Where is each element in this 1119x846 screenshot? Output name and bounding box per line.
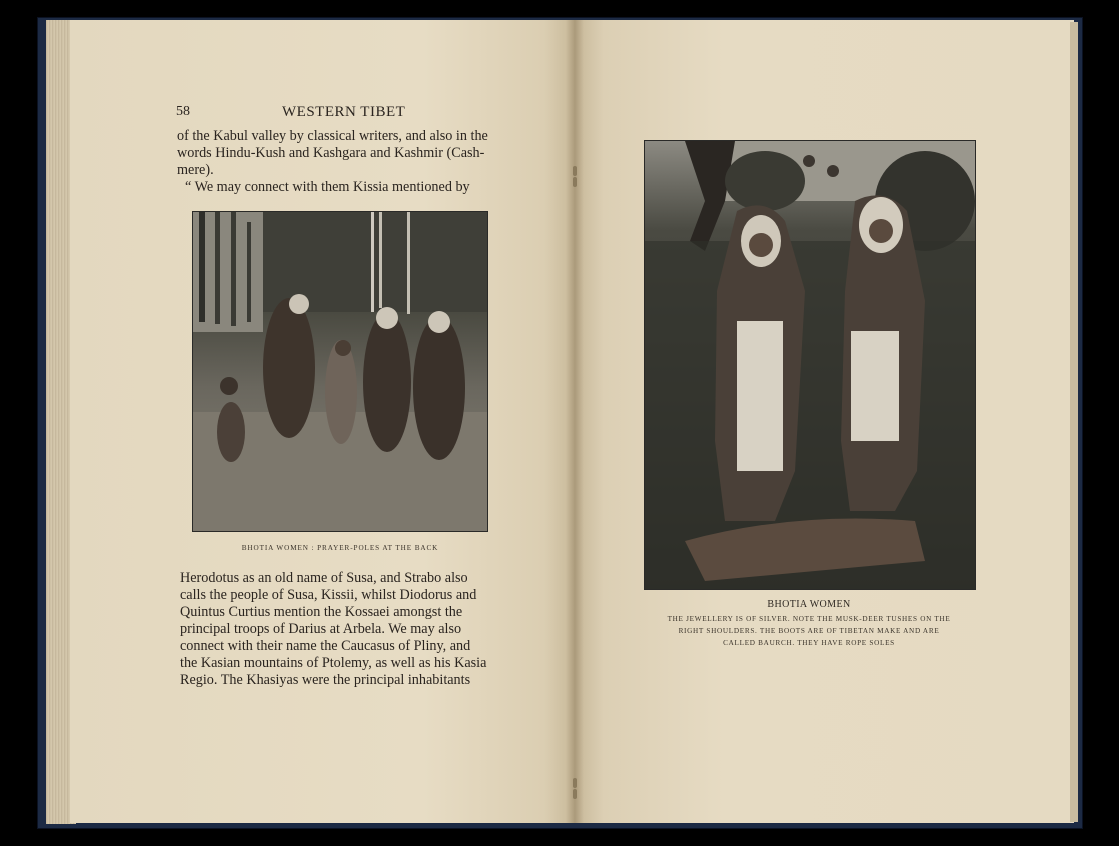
plate-caption — [650, 613, 968, 649]
text-line: Regio. The Khasiyas were the principal inhabitants — [180, 672, 471, 688]
body-text-bottom — [180, 570, 503, 689]
running-head: WESTERN TIBET — [282, 104, 406, 120]
plate-image — [645, 141, 975, 589]
text-line: connect with their name the Caucasus of Pliny, and — [180, 638, 471, 654]
photo-bhotia-women-prayer-poles — [192, 211, 488, 532]
text-line: “ We may connect with them Kissia mentioned by — [185, 179, 470, 195]
text-line: the Kasian mountains of Ptolemy, as well as his Kasia — [180, 655, 487, 671]
caption-line: THE JEWELLERY IS OF SILVER. NOTE THE MUSK-DEER TUSHES ON THE — [667, 615, 951, 623]
text-line: Quintus Curtius mention the Kossaei amongst the — [180, 604, 463, 620]
text-line: of the Kabul valley by classical writers, and also in the — [177, 128, 488, 144]
binding-stitch — [573, 166, 577, 176]
photo-image — [193, 212, 487, 531]
text-line: mere). — [177, 162, 214, 178]
text-line: calls the people of Susa, Kissii, whilst Diodorus and — [180, 587, 477, 603]
text-line: Herodotus as an old name of Susa, and Strabo also — [180, 570, 468, 586]
photo-caption: BHOTIA WOMEN : PRAYER-POLES AT THE BACK — [241, 544, 439, 552]
body-text-top — [177, 128, 500, 196]
text-line: principal troops of Darius at Arbela. We may also — [180, 621, 462, 637]
plate-title: BHOTIA WOMEN — [767, 599, 851, 610]
caption-line: CALLED BAURCH. THEY HAVE ROPE SOLES — [723, 639, 895, 647]
binding-stitch — [573, 778, 577, 788]
caption-line: RIGHT SHOULDERS. THE BOOTS ARE OF TIBETAN MAKE AND ARE — [678, 627, 940, 635]
page-number: 58 — [176, 104, 190, 119]
binding-stitch — [573, 789, 577, 799]
text-line: words Hindu-Kush and Kashgara and Kashmir (Cash- — [177, 145, 485, 161]
photo-plate-bhotia-women — [644, 140, 976, 590]
page-edges-right — [1070, 22, 1078, 822]
page-header — [176, 104, 506, 124]
book-gutter — [566, 20, 584, 823]
binding-stitch — [573, 177, 577, 187]
